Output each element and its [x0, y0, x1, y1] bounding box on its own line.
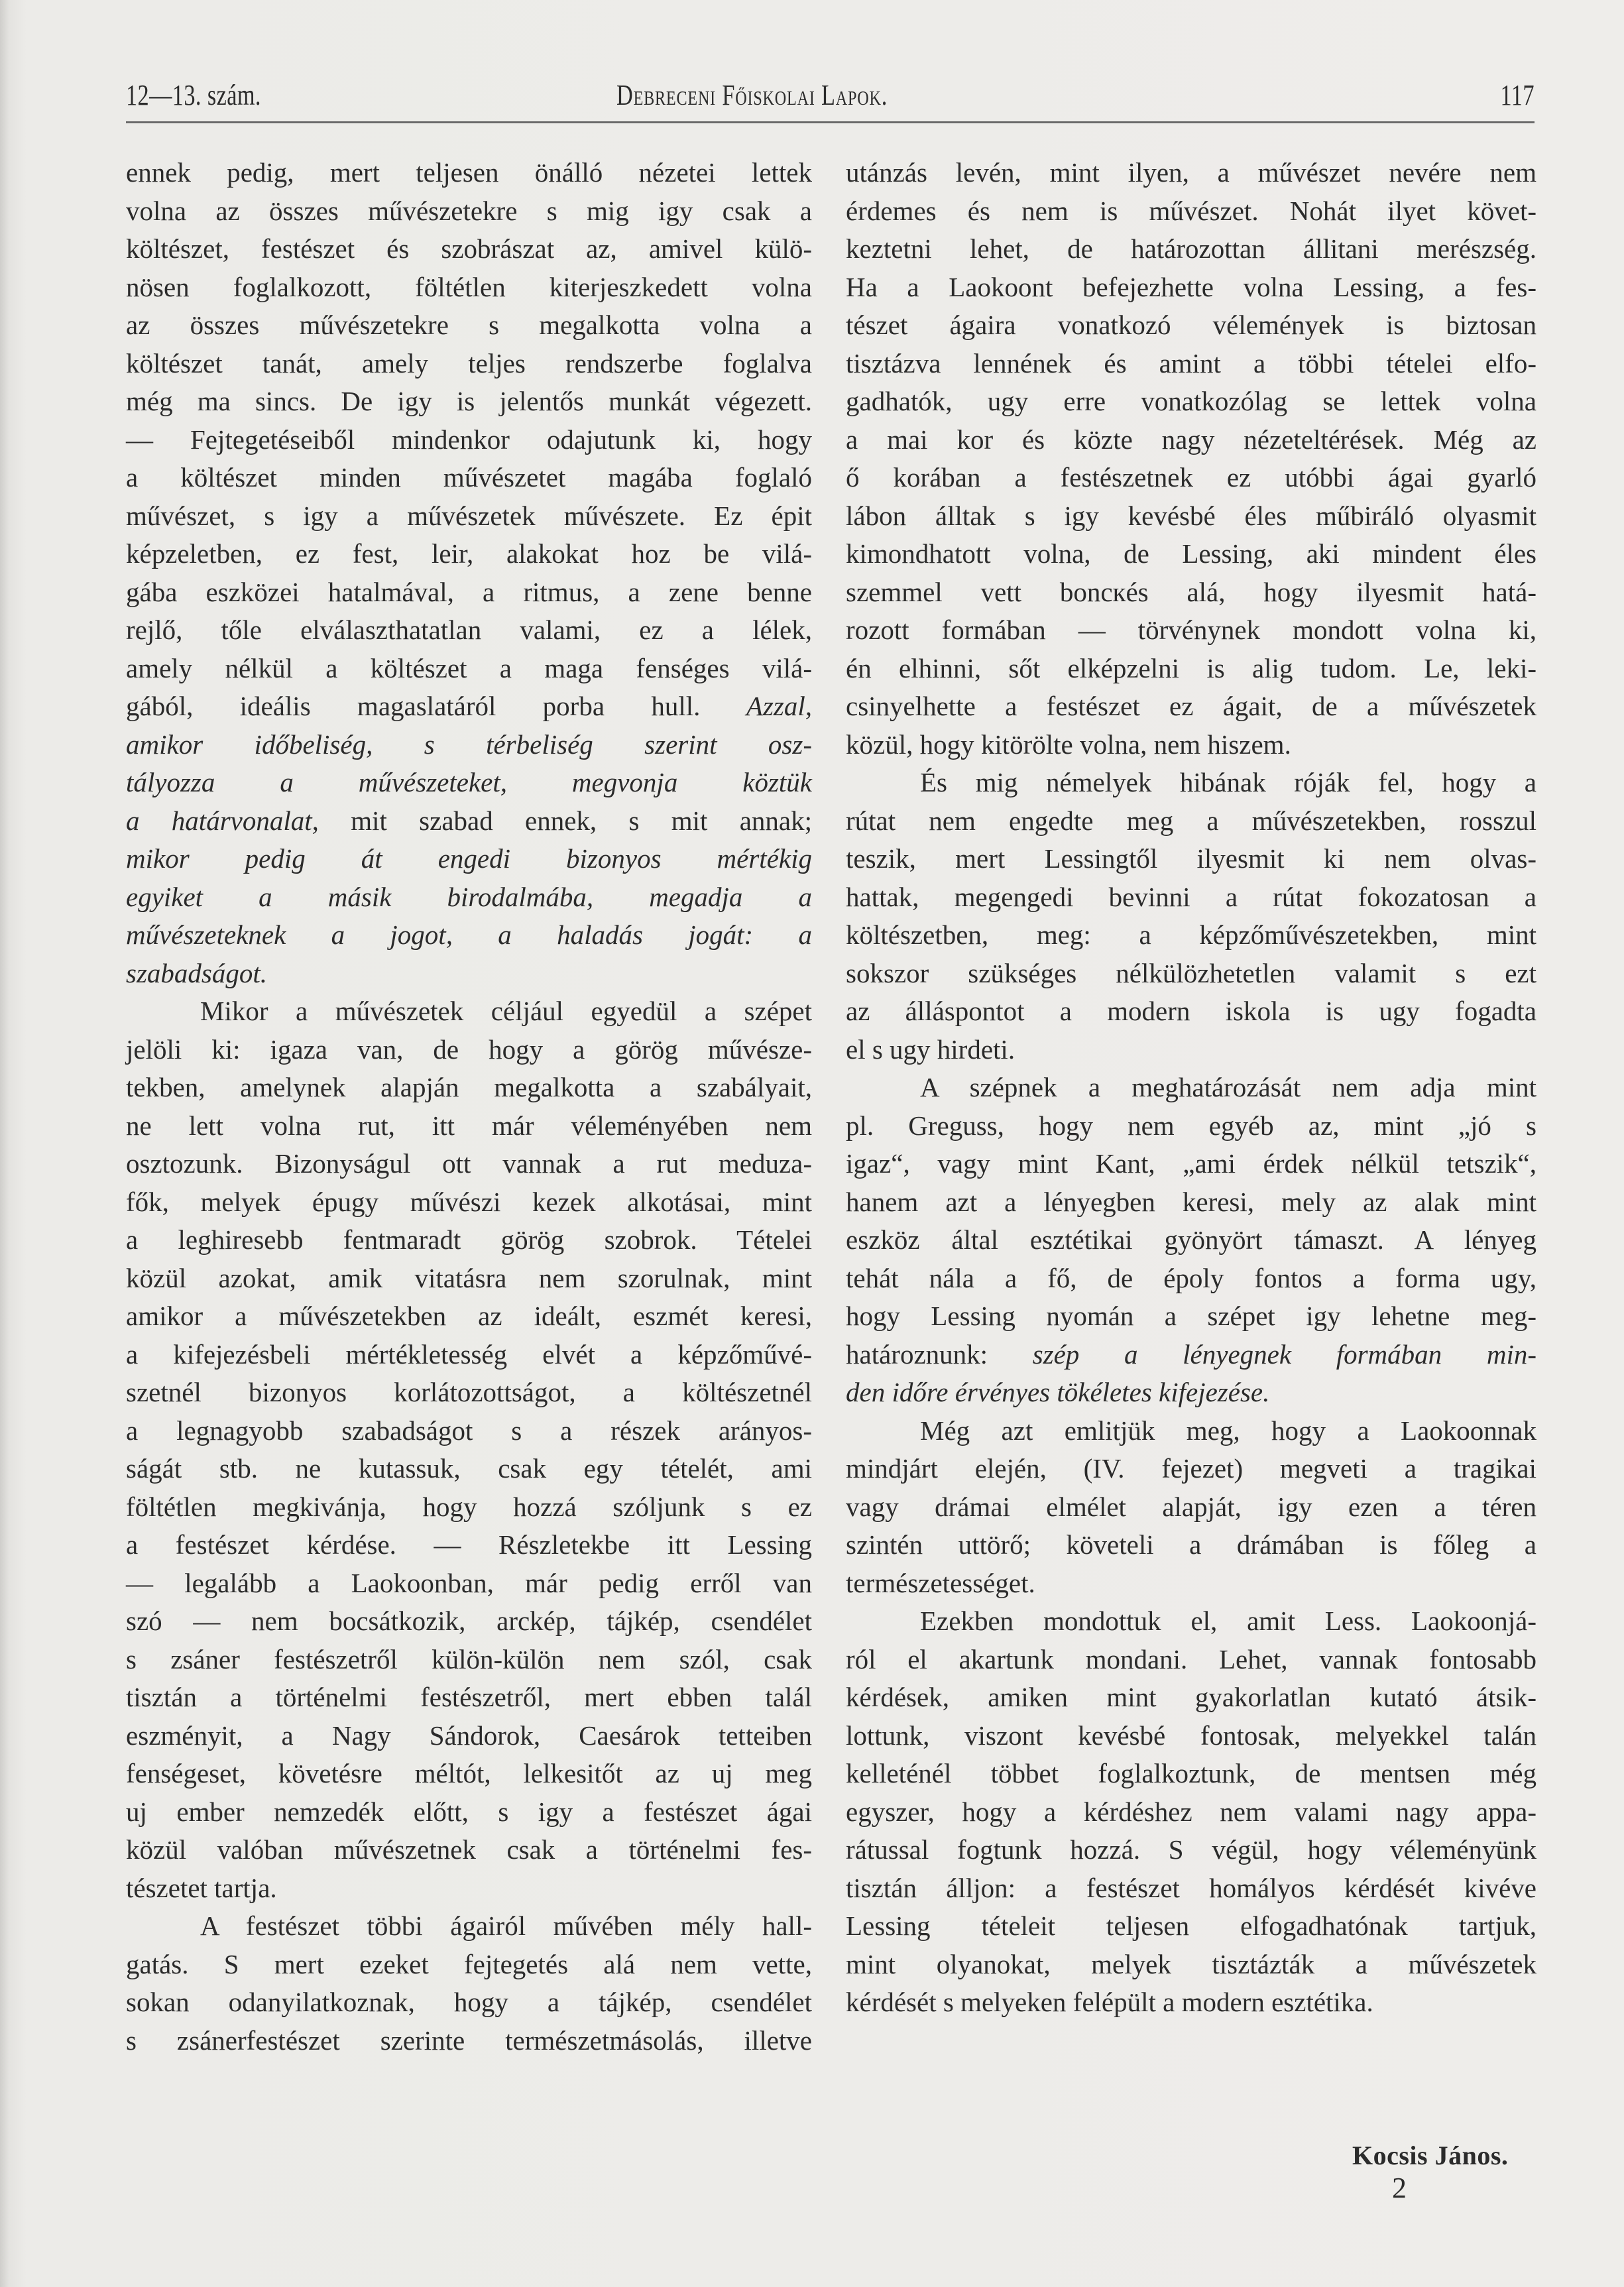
text-line: [126, 878, 812, 917]
body-text: szó — nem bocsátkozik, arckép, tájkép, csendélet: [126, 1606, 812, 1636]
body-text: egyszer, hogy a kérdéshez nem valami nagy appa-: [846, 1796, 1537, 1827]
body-text: a leghiresebb fentmaradt görög szobrok. Tételei: [126, 1224, 812, 1255]
text-line: [126, 1069, 812, 1107]
body-text: keztetni lehet, de határozottan állitani merészség.: [846, 233, 1537, 264]
text-line: [846, 1869, 1537, 1908]
body-text: lottunk, viszont kevésbé fontosak, melyekkel talán: [846, 1720, 1537, 1751]
text-line: [126, 1336, 812, 1374]
text-line: [126, 230, 812, 268]
text-line: [846, 1717, 1537, 1755]
body-text: még ma sincs. De igy is jelentős munkát végezett.: [126, 386, 812, 416]
text-line: [846, 459, 1537, 497]
text-line: [126, 497, 812, 536]
body-text: mit szabad ennek, s mit annak;: [318, 805, 812, 836]
italic-text: tályozza a művészeteket, megvonja köztük: [126, 767, 812, 797]
body-text: gatás. S mert ezeket fejtegetés alá nem vette,: [126, 1948, 812, 1979]
body-text: lábon álltak s igy kevésbé éles műbiráló olyasmit: [846, 500, 1537, 531]
text-line: [126, 1297, 812, 1336]
text-line: [126, 840, 812, 878]
text-line: [846, 1107, 1537, 1145]
text-line: [126, 1488, 812, 1527]
body-text: igaz“, vagy mint Kant, „ami érdek nélkül tetszik“,: [846, 1148, 1537, 1179]
body-text: gadhatók, ugy erre vonatkozólag se lettek volna: [846, 386, 1537, 416]
body-text: szintén uttörő; követeli a drámában is főleg a: [846, 1529, 1537, 1560]
italic-text: mikor pedig át engedi bizonyos mértékig: [126, 843, 812, 874]
text-line: [126, 1564, 812, 1603]
body-text: költészet, festészet és szobrászat az, amivel külö-: [126, 233, 812, 264]
header-rule: [126, 121, 1535, 123]
body-text: gába eszközei hatalmával, a ritmus, a zene benne: [126, 576, 812, 607]
body-text: s zsáner festészetről külön-külön nem szól, csak: [126, 1643, 812, 1674]
body-text: föltétlen megkivánja, hogy hozzá szóljunk s ez: [126, 1491, 812, 1522]
text-line: [126, 268, 812, 307]
text-line: [126, 1983, 812, 2022]
text-line: [126, 1107, 812, 1145]
body-text: a legnagyobb szabadságot s a részek arányos-: [126, 1415, 812, 1446]
text-line: [126, 1412, 812, 1450]
text-line: [126, 611, 812, 650]
text-line: [126, 192, 812, 231]
text-line: [126, 459, 812, 497]
body-text: hanem azt a lényegben keresi, mely az alak mint: [846, 1186, 1537, 1217]
text-line: [126, 992, 812, 1031]
text-line: [126, 764, 812, 802]
text-line: [126, 802, 812, 841]
body-text: Még azt emlitjük meg, hogy a Laokoonnak: [920, 1415, 1537, 1446]
text-line: [126, 1221, 812, 1260]
body-text: el s ugy hirdeti.: [846, 1033, 1015, 1065]
body-text: a festészet kérdése. — Részletekbe itt Lessing: [126, 1529, 812, 1560]
text-line: [126, 1793, 812, 1832]
italic-text: a határvonalat,: [126, 805, 319, 836]
body-text: csinyelhette a festészet ez ágait, de a művészetek: [846, 691, 1537, 721]
body-text: fők, melyek épugy művészi kezek alkotásai, mint: [126, 1186, 812, 1217]
body-text: uj ember nemzedék előtt, s igy a festészet ágai: [126, 1796, 812, 1827]
body-text: nösen foglalkozott, föltétlen kiterjeszkedett volna: [126, 271, 812, 302]
text-line: [846, 1031, 1537, 1069]
text-line: [846, 840, 1537, 878]
text-line: [846, 345, 1537, 383]
body-text: vagy drámai elmélet alapját, igy ezen a téren: [846, 1491, 1537, 1522]
text-line: [846, 154, 1537, 192]
body-text: osztozunk. Bizonyságul ott vannak a rut meduza-: [126, 1148, 812, 1179]
body-text: És mig némelyek hibának róják fel, hogy a: [920, 767, 1537, 797]
body-text: költészet tanát, amely teljes rendszerbe foglalva: [126, 347, 812, 379]
body-text: én elhinni, sőt elképzelni is alig tudom. Le, leki-: [846, 652, 1537, 683]
body-text: tisztán álljon: a festészet homályos kérdését kivéve: [846, 1872, 1537, 1903]
body-text: gából, ideális magaslatáról porba hull.: [126, 691, 701, 721]
text-line: [126, 1717, 812, 1755]
body-text: Ezekben mondottuk el, amit Less. Laokoonjá-: [920, 1606, 1537, 1636]
page-number: 117: [1500, 79, 1535, 111]
text-line: [846, 878, 1537, 917]
body-text: — legalább a Laokoonban, már pedig erről van: [126, 1567, 812, 1598]
body-text: sokan odanyilatkoznak, hogy a tájkép, csendélet: [126, 1987, 812, 2017]
text-line: [126, 1946, 812, 1984]
body-text: Lessing tételeit teljesen elfogadhatónak tartjuk,: [846, 1910, 1537, 1941]
text-line: [126, 345, 812, 383]
body-text: a költészet minden művészetet magába foglaló: [126, 462, 812, 493]
text-line: [846, 1983, 1537, 2022]
body-text: rozott formában — törvénynek mondott volna ki,: [846, 615, 1537, 645]
body-text: kérdések, amiken mint gyakorlatlan kutató átsik-: [846, 1682, 1537, 1712]
body-text: kimondhatott volna, de Lessing, aki mindent éles: [846, 538, 1537, 569]
body-text: A szépnek a meghatározását nem adja mint: [920, 1072, 1537, 1102]
body-text: természetességet.: [846, 1567, 1035, 1598]
body-text: ságát stb. ne kutassuk, csak egy tételét, ami: [126, 1453, 812, 1484]
text-line: [846, 650, 1537, 688]
body-text: ról el akartunk mondani. Lehet, vannak fontosabb: [846, 1643, 1537, 1674]
text-line: [126, 1907, 812, 1946]
text-line: [846, 192, 1537, 231]
text-line: [846, 1450, 1537, 1488]
text-line: [126, 573, 812, 612]
text-line: [846, 1755, 1537, 1793]
body-text: — Fejtegetéseiből mindenkor odajutunk ki, hogy: [126, 424, 812, 455]
text-line: [846, 764, 1537, 802]
body-text: rejlő, tőle elválaszthatatlan valami, ez a lélek,: [126, 615, 812, 645]
text-line: [846, 1678, 1537, 1717]
body-text: mint olyanokat, melyek tisztázták a művészetek: [846, 1948, 1537, 1979]
text-line: [846, 802, 1537, 841]
body-text: határoznunk:: [846, 1338, 988, 1370]
body-text: rátussal fogtunk hozzá. S végül, hogy véleményünk: [846, 1834, 1537, 1865]
text-line: [846, 1183, 1537, 1222]
body-text: szemmel vett boncкés alá, hogy ilyesmit hatá-: [846, 576, 1537, 607]
body-text: ne lett volna rut, itt már véleményében nem: [126, 1110, 812, 1141]
text-line: [126, 955, 812, 993]
body-text: Mikor a művészetek céljául egyedül a szépet: [200, 996, 812, 1026]
text-line: [846, 1412, 1537, 1450]
body-text: ő korában a festészetnek ez utóbbi ágai gyarló: [846, 462, 1537, 493]
text-line: [126, 154, 812, 192]
body-text: kelleténél többet foglalkoztunk, de mentsen még: [846, 1758, 1537, 1789]
italic-text: szép a lényegnek formában min-: [988, 1338, 1537, 1370]
text-line: [846, 1793, 1537, 1832]
journal-title: Debreceni Főiskolai Lapok.: [616, 79, 888, 111]
body-text: tekben, amelynek alapján megalkotta a szabályait,: [126, 1072, 812, 1102]
body-text: kérdését s melyeken felépült a modern esztétika.: [846, 1987, 1373, 2017]
right-column: [846, 154, 1537, 2022]
italic-text: den időre érvényes tökéletes kifejezése.: [846, 1377, 1270, 1407]
body-text: volna az összes művészetekre s mig igy csak a: [126, 195, 812, 226]
text-line: [126, 1755, 812, 1793]
text-line: [846, 916, 1537, 955]
text-line: [846, 1831, 1537, 1869]
body-text: az összes művészetekre s megalkotta volna a: [126, 310, 812, 340]
text-line: [126, 1526, 812, 1564]
body-text: A festészet többi ágairól művében mély hall-: [200, 1910, 812, 1941]
text-line: [846, 421, 1537, 459]
italic-text: szabadságot.: [126, 957, 268, 988]
text-line: [846, 1260, 1537, 1298]
body-text: szetnél bizonyos korlátozottságot, a költészetnél: [126, 1377, 812, 1407]
text-line: [126, 1831, 812, 1869]
body-text: közül azokat, amik vitatásra nem szorulnak, mint: [126, 1262, 812, 1293]
body-text: tisztán a történelmi festészetről, mert ebben talál: [126, 1682, 812, 1712]
body-text: a mai kor és közte nagy nézeteltérések. Még az: [846, 424, 1537, 455]
text-line: [126, 535, 812, 573]
body-text: tészetet tartja.: [126, 1872, 277, 1903]
body-text: amely nélkül a költészet a maga fenséges vilá-: [126, 652, 812, 683]
text-line: [846, 726, 1537, 764]
text-line: [126, 1450, 812, 1488]
text-line: [846, 268, 1537, 307]
text-line: [846, 1526, 1537, 1564]
text-line: [126, 1374, 812, 1412]
text-line: [126, 1678, 812, 1717]
text-line: [126, 1869, 812, 1908]
body-text: közül, hogy kitörölte volna, nem hiszem.: [846, 729, 1291, 760]
text-line: [846, 382, 1537, 421]
body-text: az álláspontot a modern iskola is ugy fogadta: [846, 996, 1537, 1026]
text-line: [846, 497, 1537, 536]
body-text: tészet ágaira vonatkozó vélemények is biztosan: [846, 310, 1537, 340]
body-text: amikor a művészetekben az ideált, eszmét keresi,: [126, 1301, 812, 1331]
italic-text: Azzal,: [700, 691, 812, 721]
text-line: [126, 1145, 812, 1183]
running-header: [126, 78, 1535, 118]
italic-text: amikor időbeliség, s térbeliség szerint osz-: [126, 729, 812, 760]
text-line: [126, 650, 812, 688]
text-line: [846, 955, 1537, 993]
text-line: [126, 916, 812, 955]
body-text: művészet, s igy a művészetek művészete. Ez épit: [126, 500, 812, 531]
text-line: [126, 2022, 812, 2060]
body-text: sokszor szükséges nélkülözhetetlen valamit s ezt: [846, 957, 1537, 988]
text-line: [126, 382, 812, 421]
text-line: [846, 1641, 1537, 1679]
text-line: [846, 1145, 1537, 1183]
text-line: [846, 1297, 1537, 1336]
text-line: [126, 1602, 812, 1641]
body-text: utánzás levén, mint ilyen, a művészet nevére nem: [846, 157, 1537, 188]
body-text: s zsánerfestészet szerinte természetmásolás, illetve: [126, 2024, 812, 2056]
text-line: [126, 1260, 812, 1298]
body-text: költészetben, meg: a képzőművészetekben, mint: [846, 919, 1537, 950]
body-text: eszköz által esztétikai gyönyört támaszt. A lényeg: [846, 1224, 1537, 1255]
italic-text: egyiket a másik birodalmába, megadja a: [126, 881, 812, 912]
text-line: [846, 1221, 1537, 1260]
text-line: [846, 1336, 1537, 1374]
text-line: [126, 1031, 812, 1069]
body-text: teszik, mert Lessingtől ilyesmit ki nem olvas-: [846, 843, 1537, 874]
body-text: jelöli ki: igaza van, de hogy a görög művésze-: [126, 1033, 812, 1065]
body-text: a kifejezésbeli mértékletesség elvét a képzőművé-: [126, 1338, 812, 1370]
text-line: [846, 573, 1537, 612]
text-line: [126, 1183, 812, 1222]
text-line: [846, 1374, 1537, 1412]
body-text: eszményit, a Nagy Sándorok, Caesárok tetteiben: [126, 1720, 812, 1751]
body-text: közül valóban művészetnek csak a történelmi fes-: [126, 1834, 812, 1865]
left-column: [126, 154, 812, 2060]
text-line: [846, 230, 1537, 268]
body-text: hattak, megengedi bevinni a rútat fokozatosan a: [846, 881, 1537, 912]
text-line: [846, 687, 1537, 726]
signature-mark: 2: [1392, 2172, 1407, 2204]
text-line: [126, 1641, 812, 1679]
body-text: hogy Lessing nyomán a szépet igy lehetne meg-: [846, 1301, 1537, 1331]
author-signature: Kocsis János.: [1352, 2140, 1509, 2170]
text-line: [846, 535, 1537, 573]
text-line: [126, 687, 812, 726]
text-line: [846, 1602, 1537, 1641]
text-line: [846, 1946, 1537, 1984]
body-text: rútat nem engedte meg a művészetekben, rosszul: [846, 805, 1537, 836]
text-line: [846, 1069, 1537, 1107]
body-text: Ha a Laokoont befejezhette volna Lessing, a fes-: [846, 271, 1537, 302]
body-text: tehát nála a fő, de époly fontos a forma ugy,: [846, 1262, 1537, 1293]
body-text: pl. Greguss, hogy nem egyéb az, mint „jó s: [846, 1110, 1537, 1141]
text-line: [126, 421, 812, 459]
text-line: [846, 611, 1537, 650]
text-line: [846, 1488, 1537, 1527]
text-line: [846, 306, 1537, 345]
issue-number: 12—13. szám.: [126, 79, 261, 111]
body-text: tisztázva lennének és amint a többi tételei elfo-: [846, 347, 1537, 379]
text-line: [846, 1564, 1537, 1603]
text-line: [126, 306, 812, 345]
text-line: [846, 992, 1537, 1031]
body-text: mindjárt elején, (IV. fejezet) megveti a tragikai: [846, 1453, 1537, 1484]
body-text: fenségeset, követésre méltót, lelkesitőt az uj meg: [126, 1758, 812, 1789]
body-text: érdemes és nem is művészet. Nohát ilyet követ-: [846, 195, 1537, 226]
text-line: [126, 726, 812, 764]
italic-text: művészeteknek a jogot, a haladás jogát: a: [126, 919, 812, 950]
body-text: képzeletben, ez fest, leir, alakokat hoz be vilá-: [126, 538, 812, 569]
body-text: ennek pedig, mert teljesen önálló nézetei lettek: [126, 157, 812, 188]
text-line: [846, 1907, 1537, 1946]
